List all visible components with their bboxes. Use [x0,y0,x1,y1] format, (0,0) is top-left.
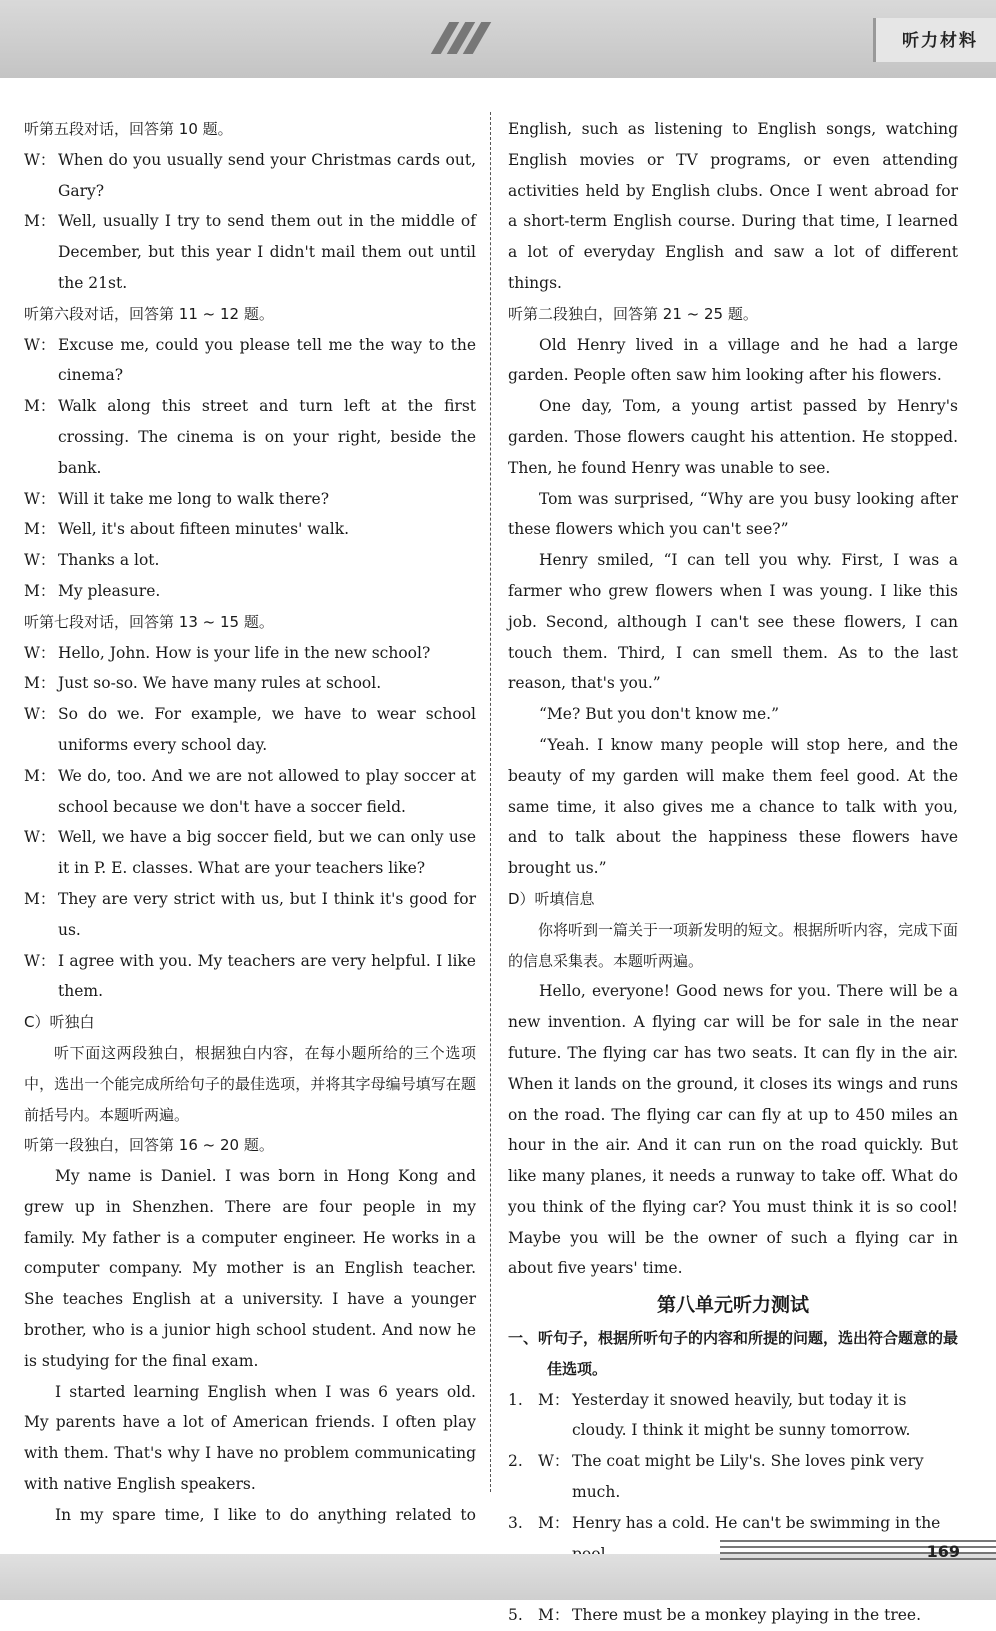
dialogue-line [24,884,476,946]
speaker-label: M： [538,1390,570,1409]
question-number: 3. [508,1513,523,1532]
question-number: 2. [508,1452,523,1471]
page-number: 169 [926,1542,960,1561]
page-footer [0,1530,996,1600]
dialogue-line [24,668,476,699]
speaker-label: W： [24,335,56,354]
question-text: The coat might be Lily's. She loves pink very much. [572,1452,924,1502]
speaker-label: W： [24,489,56,508]
question-text: Henry has a cold. He can't be swimming in the [572,1513,941,1532]
monologue-paragraph: In my spare time, I like to do anything related to [55,1505,476,1524]
dialogue-text: Hello, John. How is your life in the new school? [58,643,431,662]
question-item [508,1385,958,1447]
section-heading: 听第二段独白，回答第 21 ~ 25 题。 [508,304,758,323]
monologue-paragraph: One day, Tom, a young artist passed by Henry's garden. Those flowers caught his attention. He stopped. Then, he found Henry was unable to see. [508,397,958,477]
column-divider [490,112,491,1492]
dialogue-text: They are very strict with us, but I think it's good for us. [58,889,476,939]
monologue-paragraph: Tom was surprised, “Why are you busy looking after these flowers which you can't see?” [508,489,958,539]
dialogue-line [24,545,476,576]
section-heading: 听第五段对话，回答第 10 题。 [24,120,233,138]
dialogue-line [24,822,476,884]
speaker-label: M： [24,674,56,693]
part-d-instructions: 你将听到一篇关于一项新发明的短文。根据所听内容，完成下面的信息采集表。本题听两遍。 [508,920,959,970]
dialogue-line [24,514,476,545]
dialogue-line [24,206,476,298]
speaker-label: M： [24,581,56,600]
dialogue-text: Well, usually I try to send them out in the middle of December, but this year I didn't mail them out until the 21st. [58,212,476,292]
page-header [0,0,996,78]
dialogue-line [24,699,476,761]
question-text: There must be a monkey playing in the tree. [572,1606,921,1625]
section-heading: 听第一段独白，回答第 16 ~ 20 题。 [24,1136,274,1155]
question-item [508,1600,958,1631]
part-1-heading: 一、听句子，根据所听句子的内容和所提的问题，选出符合题意的最佳选项。 [508,1329,959,1378]
question-number: 5. [508,1606,523,1625]
dialogue-6 [24,330,476,607]
dialogue-line [24,761,476,823]
dialogue-line [24,391,476,483]
dialogue-7 [24,638,476,1008]
dialogue-line [24,638,476,669]
speaker-label: M： [24,212,56,231]
speaker-label: M： [538,1513,570,1532]
speaker-label: M： [24,766,56,785]
header-stripes-decoration [440,22,520,54]
section-title: 听力材料 [902,31,978,51]
dialogue-text: We do, too. And we are not allowed to play soccer at school because we don't have a soccer field. [58,766,476,816]
monologue-2 [508,330,958,884]
dialogue-text: Just so-so. We have many rules at school. [58,674,382,693]
speaker-label: W： [24,951,56,970]
dialogue-text: Walk along this street and turn left at the first crossing. The cinema is on your right, beside the bank. [58,397,476,477]
monologue-paragraph: My name is Daniel. I was born in Hong Kong and grew up in Shenzhen. There are four people in my family. My father is a computer engineer. He works in a computer company. My mother is an English teacher. She teaches English at a university. I have a younger brother, who is a junior high school student. And now he is studying for the final exam. [24,1167,476,1370]
dialogue-text: When do you usually send your Christmas cards out, Gary? [58,150,476,200]
dialogue-text: Will it take me long to walk there? [58,489,330,508]
speaker-label: W： [24,643,56,662]
speaker-label: W： [24,150,56,169]
dialogue-line [24,330,476,392]
speaker-label: W： [24,828,56,847]
left-column [24,114,476,1531]
speaker-label: W： [24,551,56,570]
unit-title: 第八单元听力测试 [656,1294,809,1317]
monologue-paragraph: “Me? But you don't know me.” [539,705,780,724]
speaker-label: M： [24,520,56,539]
dialogue-line [24,946,476,1008]
dialogue-text: Excuse me, could you please tell me the way to the cinema? [58,335,476,385]
speaker-label: W： [538,1452,570,1471]
monologue-paragraph: I started learning English when I was 6 years old. My parents have a lot of American friends. I often play with them. That's why I have no problem communicating with native English speakers. [24,1382,476,1494]
speaker-label: W： [24,705,56,724]
monologue-paragraph: Old Henry lived in a village and he had a large garden. People often saw him looking after his flowers. [508,335,958,385]
monologue-paragraph: “Yeah. I know many people will stop here, and the beauty of my garden will make them feel good. At the same time, it also gives me a chance to talk with you, and to talk about the happiness these flowers have brought us.” [508,735,958,878]
question-number: 1. [508,1390,523,1409]
speaker-label: M： [24,889,56,908]
speaker-label: M： [538,1606,570,1625]
right-column [508,114,958,1631]
dialogue-text: My pleasure. [58,581,161,600]
dialogue-text: I agree with you. My teachers are very helpful. I like them. [58,951,476,1001]
part-c-heading: C）听独白 [24,1013,95,1032]
question-item [508,1446,958,1508]
part-d-heading: D）听填信息 [508,889,595,908]
dialogue-line [24,576,476,607]
monologue-paragraph-continued: English, such as listening to English songs, watching English movies or TV programs, or even attending activities held by English clubs. Once I went abroad for a short-term English course. During that time, I learned a lot of everyday English and saw a lot of different things. [508,120,958,292]
monologue-paragraph: Henry smiled, “I can tell you why. First, I was a farmer who grew flowers when I was young. I like this job. Second, although I can't see these flowers, I can touch them. Third, I can smell them. As to the last reason, that's you.” [508,551,958,693]
dialogue-text: Well, we have a big soccer field, but we can only use it in P. E. classes. What are your teachers like? [58,828,476,878]
speaker-label: M： [24,397,56,416]
dialogue-line [24,484,476,515]
section-heading: 听第七段对话，回答第 13 ~ 15 题。 [24,612,274,631]
dialogue-text: So do we. For example, we have to wear school uniforms every school day. [58,705,476,754]
section-heading: 听第六段对话，回答第 11 ~ 12 题。 [24,304,274,323]
dialogue-line [24,145,476,207]
dialogue-text: Well, it's about fifteen minutes' walk. [58,520,350,539]
part-d-passage: Hello, everyone! Good news for you. There will be a new invention. A flying car will be for sale in the near future. The flying car has two seats. It can fly in the air. When it lands on the ground, it closes its wings and runs on the road. The flying car can fly at up to 450 miles an hour in the air. And it can run on the road quickly. But like many planes, it needs a runway to take off. What do you think of the flying car? You must think it is so cool! Maybe you will be the owner of such a flying car in about five years' time. [508,982,958,1278]
dialogue-5 [24,145,476,299]
dialogue-text: Thanks a lot. [58,551,160,570]
question-text: Yesterday it snowed heavily, but today it is cloudy. I think it might be sunny tomorrow. [572,1390,911,1440]
part-c-instructions: 听下面这两段独白，根据独白内容，在每小题所给的三个选项中，选出一个能完成所给句子的最佳选项，并将其字母编号填写在题前括号内。本题听两遍。 [24,1043,476,1124]
